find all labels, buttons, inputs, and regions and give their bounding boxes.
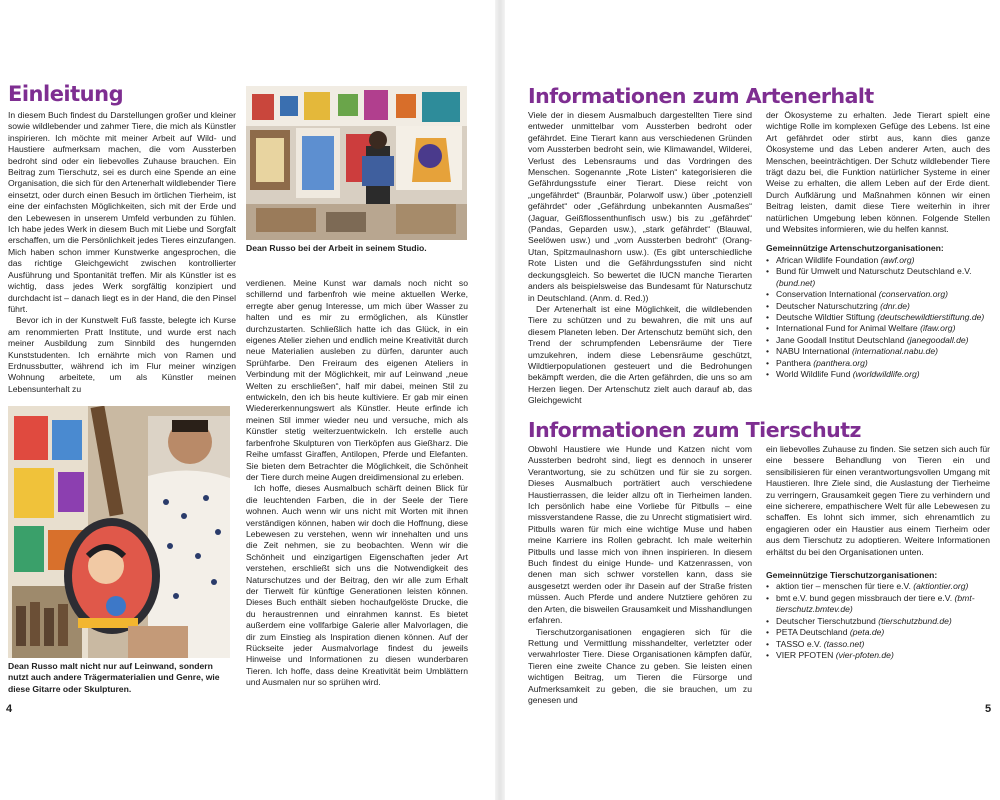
org-url[interactable]: (vier-pfoten.de) <box>835 649 894 660</box>
org-item: • Conservation International (conservation.org) <box>766 289 990 300</box>
org-url[interactable]: (deutschewildtierstiftung.de) <box>877 311 985 322</box>
artenerhalt-paragraph-3: der Ökosysteme zu erhalten. Jede Tierart spielt eine wichtige Rolle im komplexen Gefüge des Lebens. Ist eine Art gefährdet oder stirbt aus, kann dies ganze Ökosysteme und das Leben anderer Arten, auch des Menschen, beeinträchtigen. Der Schutz wildlebender Tiere trägt dazu bei, die Funktion natürlicher Systeme in einer Weise zu erhalten, die allem Leben auf der Erde dient. Durch Aufklärung und Maßnahmen können wir einen Beitrag leisten, damit diese Tiere weiterhin in ihrer natürlichen Umgebung leben können. Folgende Stellen und Websites informieren, wie du helfen kannst. <box>766 110 990 235</box>
column2-paragraph-1: verdienen. Meine Kunst war damals noch nicht so schillernd und farbenfroh wie meine aktuellen Werke, erregte aber genug Interesse, um mich über Wasser zu halten und es mir zu ermöglichen, als Künstler durchzustarten. Schließlich hatte ich das Glück, in ein eigenes Atelier ziehen und endlich meine Kreativität durch neue Materialien ausleben zu dürfen, darunter auch Sprühfarbe. Den Freiraum des eigenen Ateliers in Verbindung mit der Möglichkeit, mir auf Leinwand „neue Welten zu erschließen“, half mir dabei, meinen Stil zu entwickeln, den ich bis heute kultiviere. Er gab mir einen Wiedererkennungswert als Künstler. Heute erfinde ich meinen Stil immer wieder neu und versuche, mich als Künstler stetig weiterzuentwickeln. Ich erstelle auch farbenfrohe Skulpturen von Tierköpfen aus Gießharz. Die Reihe umfasst Giraffen, Antilopen, Pferde und Elefanten. Sie bieten dem Betrachter die Möglichkeit, die Schönheit der Tiere durch meine Augen dreidimensional zu erleben. <box>246 278 468 482</box>
artenerhalt-paragraph-1: Viele der in diesem Ausmalbuch dargestellten Tiere sind entweder unmittelbar vom Aussterben bedroht oder gefährdet. Eine Tierart kann aus verschiedenen Gründen vom Aussterben bedroht sein, wie Klimawandel, Wilderei, Verlust des Lebensraums und das Vordringen des Menschen. Sogenannte „Rote Listen“ kategorisieren die Gefährdungsstufe einer Tierart. Diese reicht von „ungefährdet“ (Braunbär, Polarwolf usw.) über „potenziell gefährdet“ oder „Gefährdung unbekannten Ausmaßes“ (Jaguar, Geißflossenthunfisch usw.) bis zu „gefährdet“ (Pandas, Geparden usw.), „stark gefährdet“ (Blauwal, Seelöwen usw.) und „vom Aussterben bedroht“ (Orang-Utan, Spitzmaulnashorn usw.). (Es gibt unterschiedliche Rote Listen und die Gefährdungsstufen sind nicht deckungsgleich. So bewertet die IUCN manche Tierarten anders als beispielsweise das Bundesamt für Naturschutz in Deutschland. (Anm. d. Red.)) <box>528 110 752 303</box>
org-item: • NABU International (international.nabu.de) <box>766 346 990 357</box>
tierschutz-orgs-list <box>766 581 990 661</box>
tierschutz-column-2 <box>766 444 990 661</box>
org-url[interactable]: (awf.org) <box>880 254 915 265</box>
column2-paragraph-2: Ich hoffe, dieses Ausmalbuch schärft deinen Blick für die leuchtenden Farben, die in der Seele der Tiere wohnen. Auch wenn wir uns nicht mit Worten mit ihnen verständigen können, haben wir doch die Hoffnung, diese Lebewesen zu verstehen, wenn wir innehalten und uns die Zeit nehmen, sie zu beobachten. Wenn wir die Schönheit und einzigartigen Eigenschaften jeder Art verstehen, erschließt sich uns die Notwendigkeit des Naturschutzes und der Beitrag, den wir alle zum Erhalt der Tierwelt für künftige Generationen leisten können. Dieses Buch enthält sieben hochaufgelöste Drucke, die du heraustrennen und einrahmen kannst. Es bietet außerdem eine vollfarbige Galerie aller Malvorlagen, die dir zum Einstieg als Inspiration dienen können. Auf der Rückseite jeder Ausmalvorlage findest du jeweils Hinweise und Informationen zu diesen wunderbaren Tieren. Ich hoffe, dass deine Kreativität beim Umblättern und Ausmalen nur so sprühen wird. <box>246 483 468 688</box>
tierschutz-paragraph-1: Obwohl Haustiere wie Hunde und Katzen nicht vom Aussterben bedroht sind, liegt es dennoch in unserer Verantwortung, sie zu schützen und für sie zu sorgen. Dieses Ausmalbuch porträtiert auch verschiedene Haustierrassen, die leider allzu oft in Tierheimen landen. Ich persönlich habe eine Vorliebe für Pitbulls – eine missverstandene Rasse, die zu Unrecht stigmatisiert wird. Pitbulls waren für mich eine wichtige Muse und haben meine Karriere ins Rollen gebracht. Ich male weiterhin Pitbulls und lasse mich von ihnen inspirieren. In diesem Buch findest du einige Hunde- und Katzenrassen, von denen man sich schwer vorstellen kann, dass sie ausgesetzt werden oder ihr Dasein auf der Straße fristen müssen. Auch Pferde und andere Nutztiere gehören zu den Arten, die bisweilen Grausamkeit und Misshandlungen erfahren. <box>528 444 752 626</box>
left-column-2 <box>246 278 468 689</box>
org-url[interactable]: (tierschutzbund.de) <box>878 615 952 626</box>
guitar-photo <box>8 406 230 658</box>
org-url[interactable]: (peta.de) <box>849 627 885 638</box>
org-url[interactable]: (aktiontier.org) <box>913 581 969 592</box>
org-item: • Deutscher Tierschutzbund (tierschutzbund.de) <box>766 616 990 627</box>
title-tierschutz: Informationen zum Tierschutz <box>528 418 861 442</box>
org-item: • PETA Deutschland (peta.de) <box>766 627 990 638</box>
artenschutz-orgs-list <box>766 255 990 380</box>
org-item: • World Wildlife Fund (worldwildlife.org) <box>766 369 990 380</box>
title-artenerhalt: Informationen zum Artenerhalt <box>528 84 874 108</box>
page-number-left: 4 <box>6 703 13 715</box>
studio-photo-image <box>246 86 467 240</box>
org-url[interactable]: (panthera.org) <box>813 357 868 368</box>
org-item: • VIER PFOTEN (vier-pfoten.de) <box>766 650 990 661</box>
studio-photo <box>246 86 467 240</box>
intro-paragraph-2: Bevor ich in der Kunstwelt Fuß fasste, belegte ich Kurse am renommierten Pratt Institute, und wurde erst nach meiner Ausbildung zum Sinnbild des hungernden Kunststudenten. Ich ernährte mich von Ramen und Erdnussbutter, während ich im Flur meiner winzigen Wohnung arbeitete, um als Künstler meinen Lebensunterhalt zu <box>8 315 236 394</box>
artenerhalt-column-1 <box>528 110 752 407</box>
org-item: • Deutscher Naturschutzring (dnr.de) <box>766 301 990 312</box>
page-number-right: 5 <box>985 703 992 715</box>
title-einleitung: Einleitung <box>8 82 124 106</box>
studio-photo-caption: Dean Russo bei der Arbeit in seinem Studio. <box>246 243 427 253</box>
org-item: • Panthera (panthera.org) <box>766 358 990 369</box>
org-item: • TASSO e.V. (tasso.net) <box>766 639 990 650</box>
tierschutz-orgs-title: Gemeinnützige Tierschutzorganisationen: <box>766 570 938 581</box>
org-url[interactable]: (ifaw.org) <box>920 323 956 334</box>
org-item: • Deutsche Wildtier Stiftung (deutschewildtierstiftung.de) <box>766 312 990 323</box>
org-url[interactable]: (bmt-tierschutz.bmtev.de) <box>776 592 975 615</box>
org-url[interactable]: (bund.net) <box>776 277 816 288</box>
book-gutter <box>495 0 505 800</box>
org-item: • aktion tier – menschen für tiere e.V. (aktiontier.org) <box>766 581 990 592</box>
org-item: • Jane Goodall Institut Deutschland (janegoodall.de) <box>766 335 990 346</box>
intro-paragraph-1: In diesem Buch findest du Darstellungen großer und kleiner sowie wildlebender und zahmer Tiere, die mich als Künstler inspirieren. Ich möchte mit meiner Arbeit auf Wild- und Haustiere aufmerksam machen, die vom Aussterben bedroht sind oder ein liebevolles Zuhause brauchen. Ein Beitrag zum Tierschutz, sei es durch eine Spende an eine Organisation, die sich für den Artenerhalt wildlebender Tiere einsetzt, oder durch einen Besuch im örtlichen Tierheim, ist eine der einfachsten Möglichkeiten, sich mit der Erde und den Lebewesen in unserem Umfeld verbunden zu fühlen. Ich habe jedes Werk in diesem Buch mit Liebe und Sorgfalt erschaffen, um die Persönlichkeit jedes Tieres einzufangen. Mich haben schon immer Kunstwerke angesprochen, die das richtige Gleichgewicht zwischen kontrollierter Ausführung und Spontanität treffen. Mir als Künstler ist es wichtig, dass jedes Werk sorgfältig konzipiert und durchdacht ist – danach liegt es in der Hand, die den Pinsel führt. <box>8 110 236 314</box>
artenerhalt-paragraph-2: Der Artenerhalt ist eine Möglichkeit, die wildlebenden Tiere zu schützen und zu bewahren, die mit uns auf diesem Planeten leben. Der Artenschutz bemüht sich, den Trend der schrumpfenden Lebensräume der Tiere umzukehren, indem diese Lebensräume geschützt, Wildtierpopulationen gesteuert und die Bedrohungen bekämpft werden, die die Arten gefährden, die uns so am Herzen liegen. Der Artenschutz zielt auch darauf ab, das Gleichgewicht <box>528 303 752 406</box>
artenschutz-orgs-title: Gemeinnützige Artenschutzorganisationen: <box>766 243 944 254</box>
org-url[interactable]: (conservation.org) <box>878 289 948 300</box>
tierschutz-paragraph-2: Tierschutzorganisationen engagieren sich für die Rettung und Vermittlung misshandelter, verletzter oder verwahrloster Tiere. Diese Organisationen kämpfen dafür, Tieren eine zweite Chance zu geben. Sie leisten einen wichtigen Beitrag, um Tieren die Fürsorge und Aufmerksamkeit zu geben, die sie brauchen, um zu genesen und <box>528 626 752 705</box>
org-item: • bmt e.V. bund gegen missbrauch der tiere e.V. (bmt-tierschutz.bmtev.de) <box>766 593 990 616</box>
artenerhalt-column-2 <box>766 110 990 380</box>
org-item: • International Fund for Animal Welfare (ifaw.org) <box>766 323 990 334</box>
tierschutz-paragraph-3: ein liebevolles Zuhause zu finden. Sie setzen sich auch für eine bessere Behandlung von Tieren ein und sensibilisieren für einen verantwortungsvollen Umgang mit Haustieren. Ihre Ziele sind, die Auslastung der Tierheime zu verringern, Grausamkeit gegen Tiere zu verhindern und eine sicherere, empathischere Welt für alle Lebewesen zu schaffen. Es lohnt sich immer, sich ehrenamtlich zu engagieren oder ein Haustier aus einem Tierheim oder aus dem Tierschutz zu adoptieren. Weitere Informationen erhältst du bei den Organisationen unten. <box>766 444 990 557</box>
org-item: • African Wildlife Foundation (awf.org) <box>766 255 990 266</box>
org-url[interactable]: (worldwildlife.org) <box>852 368 920 379</box>
guitar-photo-caption: Dean Russo malt nicht nur auf Leinwand, sondern nutzt auch andere Trägermaterialien und Genre, wie diese Gitarre oder Skulpturen. <box>8 661 220 694</box>
org-url[interactable]: (dnr.de) <box>880 300 910 311</box>
org-url[interactable]: (international.nabu.de) <box>851 346 938 357</box>
left-intro-column <box>8 110 236 395</box>
org-url[interactable]: (janegoodall.de) <box>906 334 969 345</box>
org-item: • Bund für Umwelt und Naturschutz Deutschland e.V. (bund.net) <box>766 266 990 289</box>
org-url[interactable]: (tasso.net) <box>823 638 865 649</box>
tierschutz-column-1 <box>528 444 752 706</box>
guitar-photo-image <box>8 406 230 658</box>
